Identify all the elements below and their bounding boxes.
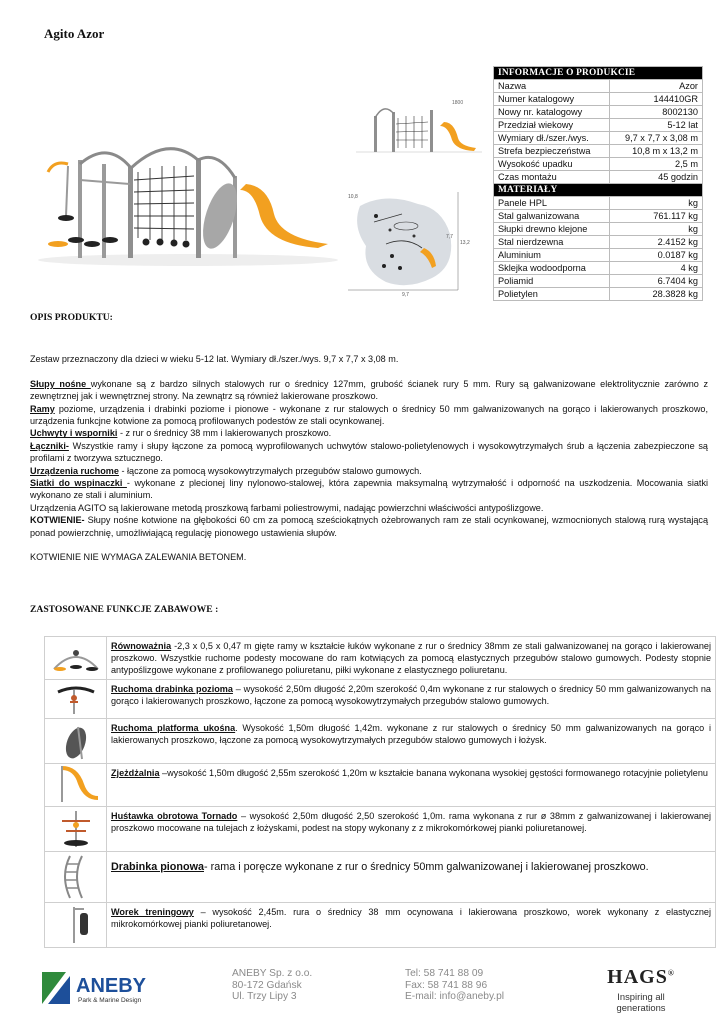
function-term: Huśtawka obrotowa Tornado [111,811,238,821]
info-value: 9,7 x 7,7 x 3,08 m [609,132,702,145]
function-text: – wysokość 2,50m długość 2,50 szerokość 1,0m. rama wykonana z rur ø 38mm z galwanizowanej i lakierowanej proszkowo mocowane na tulejach z łożyskami, podest na stopy wykonany z z mikrokomórkowej pianki poliuretanowej. [111,811,712,834]
product-illustration [28,120,344,270]
description-term: Łączniki- [30,440,69,451]
function-icon-cell [45,637,107,680]
description-item [30,427,708,439]
hags-logo-text: HAGS [607,966,668,988]
balance-beam-icon [47,639,104,677]
material-value: 0.0187 kg [609,249,702,262]
description-term: Siatki do wspinaczki [30,478,127,489]
function-description [107,903,716,948]
function-description [107,637,716,680]
aneby-logo [40,968,170,1008]
description-item [30,477,708,502]
materials-header: MATERIAŁY [494,184,703,197]
info-row [494,119,703,132]
material-label: Panele HPL [494,197,610,210]
description-item [30,403,708,428]
function-text: . Wysokość 1,50m długość 1,42m. wykonane z rur stalowych o średnicy 50 mm galwanizowanych na gorąco i lakierowanych proszkowo, łączone za pomocą wysokowytrzymałych przegubów stalowo gumowych i łożysk. [111,723,711,746]
functions-heading: ZASTOSOWANE FUNKCJE ZABAWOWE : [30,604,219,615]
function-row [45,903,716,948]
info-row [494,145,703,158]
function-term: Równoważnia [111,641,172,651]
plan-width-label: 10,8 [348,194,358,200]
info-header: INFORMACJE O PRODUKCIE [494,67,703,80]
footer-address [232,968,312,1003]
side-height-label: 1800 [452,100,464,106]
anchoring-paragraph [30,514,708,539]
material-value: 6.7404 kg [609,275,702,288]
info-value: 45 godzin [609,171,702,184]
plan-base-label: 9,7 [402,292,409,298]
function-term: Drabinka pionowa [111,861,204,873]
aneby-logo-text: ANEBY [76,975,147,997]
material-row [494,275,703,288]
info-value: 144410GR [609,93,702,106]
info-label: Strefa bezpieczeństwa [494,145,610,158]
hags-reg-mark: ® [667,968,675,978]
plan-view-drawing [346,186,476,298]
description-term: Uchwyty i wsporniki [30,428,118,439]
description-text: Wszystkie ramy i słupy łączone za pomocą wyprofilowanych uchwytów stalowo-polietylenowych i wysokowytrzymałych śrub a łączenia zabezpieczone są profilami z tworzywa sztucznego. [30,440,708,464]
function-row [45,764,716,807]
material-label: Stal galwanizowana [494,210,610,223]
product-info-table [493,66,703,301]
function-icon-cell [45,903,107,948]
tilted-platform-icon [47,721,104,761]
footer-contact [405,968,504,1003]
description-heading: OPIS PRODUKTU: [30,312,113,323]
info-value: 5-12 lat [609,119,702,132]
monkey-bars-icon [47,682,104,716]
function-row [45,680,716,719]
function-description [107,680,716,719]
info-label: Nazwa [494,80,610,93]
info-label: Wymiary dł./szer./wys. [494,132,610,145]
function-row [45,807,716,852]
description-item [30,378,708,403]
info-label: Przedział wiekowy [494,119,610,132]
aneby-logo-sub: Park & Marine Design [78,997,142,1004]
tornado-swing-icon [47,809,104,849]
function-text: -2,3 x 0,5 x 0,47 m gięte ramy w kształcie łuków wykonane z rur o średnicy 38mm ze stali galwanizowanej na gorąco i lakierowanej proszkowo. Wszystkie ruchome podesty mocowane do ram kotwiących za pomocą elastycznych przegubów stalowo gumowych. Podesty stopnie antypoślizgowe wykonane z profilowanego poliuretanu, piłki wykonane z elastycznego poliuretanu. [111,641,711,676]
info-row [494,158,703,171]
function-icon-cell [45,764,107,807]
function-row [45,719,716,764]
page-title: Agito Azor [44,26,105,41]
material-label: Aluminium [494,249,610,262]
info-row [494,132,703,145]
info-row [494,93,703,106]
description-text: poziome, urządzenia i drabinki poziome i pionowe - wykonane z rur stalowych o średnicy 50 mm galwanizowanych na gorąco i lakierowanych proszkowo, urządzenia funkcjne kotwione za pomocą profilowanych podestów ze stali ocynkowanej. [30,403,708,427]
info-value: 2,5 m [609,158,702,171]
training-bag-icon [47,905,104,945]
footer-tel: Tel: 58 741 88 09 [405,968,484,979]
plan-length-label: 13,2 [460,240,470,246]
info-row [494,171,703,184]
function-term: Zjeżdżalnia [111,768,160,778]
material-row [494,249,703,262]
material-value: kg [609,197,702,210]
function-description [107,719,716,764]
function-description [107,764,716,807]
description-term: Ramy [30,403,55,414]
material-label: Polietylen [494,288,610,301]
function-icon-cell [45,680,107,719]
description-item [30,440,708,465]
function-text: –wysokość 1,50m długość 2,55m szerokość 1,20m w kształcie banana wykonana wysokiej gęstości formowanego rotacyjnie polietylenu [159,768,708,778]
function-text: – wysokość 2,45m. rura o średnicy 38 mm ocynowana i lakierowana proszkowo, worek wykonany z elastycznej mikrokomórkowej pianki poliuretanowej. [111,907,711,930]
anchoring-text: Słupy nośne kotwione na głębokości 60 cm za pomocą sześciokątnych ożebrowanych ram ze stali ocynkowanej, wzmocnionych stalową rurą wystającą ponad powierzchnię, umożliwiającą regulację pionowego ustawienia słupów. [30,515,708,538]
side-elevation-drawing [356,96,486,160]
slide-icon [47,766,104,804]
material-value: 2.4152 kg [609,236,702,249]
function-term: Ruchoma drabinka pozioma [111,684,233,694]
description-item [30,465,708,477]
info-row [494,80,703,93]
function-icon-cell [45,719,107,764]
description-text: - łączone za pomocą wysokowytrzymałych przegubów stalowo gumowych. [118,465,422,476]
description-term: Urządzenia ruchome [30,465,119,476]
material-row [494,210,703,223]
agito-paragraph: Urządzenia AGITO są lakierowane metodą proszkową farbami poliestrowymi, nadając powierzchni właściwości antypoślizgowe. [30,502,544,513]
hags-tagline: Inspiring all generations [616,991,666,1013]
function-icon-cell [45,807,107,852]
description-intro: Zestaw przeznaczony dla dzieci w wieku 5-12 lat. Wymiary dł./szer./wys. 9,7 x 7,7 x 3,08 m. [30,354,399,364]
footer-company: ANEBY Sp. z o.o. [232,968,313,979]
material-row [494,262,703,275]
info-value: 10,8 m x 13,2 m [609,145,702,158]
material-row [494,236,703,249]
vertical-ladder-icon [47,854,104,900]
function-term: Ruchoma platforma ukośna [111,723,236,733]
info-label: Nowy nr. katalogowy [494,106,610,119]
footer-postal: 80-172 Gdańsk [232,979,302,991]
anchoring-note: KOTWIENIE NIE WYMAGA ZALEWANIA BETONEM. [30,552,247,563]
material-row [494,288,703,301]
function-description [107,807,716,852]
info-value: 8002130 [609,106,702,119]
info-label: Numer katalogowy [494,93,610,106]
material-value: 4 kg [609,262,702,275]
material-value: 761.117 kg [609,210,702,223]
anchoring-term: KOTWIENIE- [30,515,85,526]
info-label: Wysokość upadku [494,158,610,171]
material-label: Stal nierdzewna [494,236,610,249]
description-text: - wykonane z plecionej liny nylonowo-stalowej, która zapewnia maksymalną wytrzymałość i odporność na uszkodzenia. Mocowania siatki wykonano ze stali i aluminium. [30,478,709,501]
material-row [494,223,703,236]
function-description [107,852,716,903]
material-label: Sklejka wodoodporna [494,262,610,275]
info-row [494,106,703,119]
description-body [30,353,708,564]
plan-side-label: 7,7 [446,234,453,240]
material-label: Poliamid [494,275,610,288]
material-value: kg [609,223,702,236]
material-row [494,197,703,210]
material-value: 28.3828 kg [609,288,702,301]
function-row [45,637,716,680]
info-label: Czas montażu [494,171,610,184]
hags-logo [594,966,688,1013]
materials-header-row [494,184,703,197]
function-row [45,852,716,903]
function-icon-cell [45,852,107,903]
description-term: Słupy nośne [30,378,91,389]
description-text: wykonane są z bardzo silnych stalowych rur o średnicy 127mm, grubość ścianek rury 5 mm. Rury są galwanizowane elektrolitycznie zarówno z zewnętrznej jak i wewnętrznej strony. Na zewnątrz są również lakierowane proszkowo. [30,378,708,402]
function-text: - rama i poręcze wykonane z rur o średnicy 50mm galwanizowanej i lakierowanej proszkowo. [204,861,649,873]
info-value: Azor [609,80,702,93]
footer-email[interactable]: E-mail: info@aneby.pl [405,991,505,1003]
description-text: - z rur o średnicy 38 mm i lakierowanych proszkowo. [117,428,332,439]
material-label: Słupki drewno klejone [494,223,610,236]
footer-fax: Fax: 58 741 88 96 [405,979,488,991]
function-text: – wysokość 2,50m długość 2,20m szerokość 0,4m wykonane z rur stalowych o średnicy 50 mm galwanizowanych na gorąco i lakierowanych proszkowo, łączone za pomocą wysokowytrzymałych przegubów stalowo gumowych. [111,684,711,707]
functions-table [44,636,716,948]
footer-street: Ul. Trzy Lipy 3 [232,991,297,1003]
function-term: Worek treningowy [111,907,194,917]
